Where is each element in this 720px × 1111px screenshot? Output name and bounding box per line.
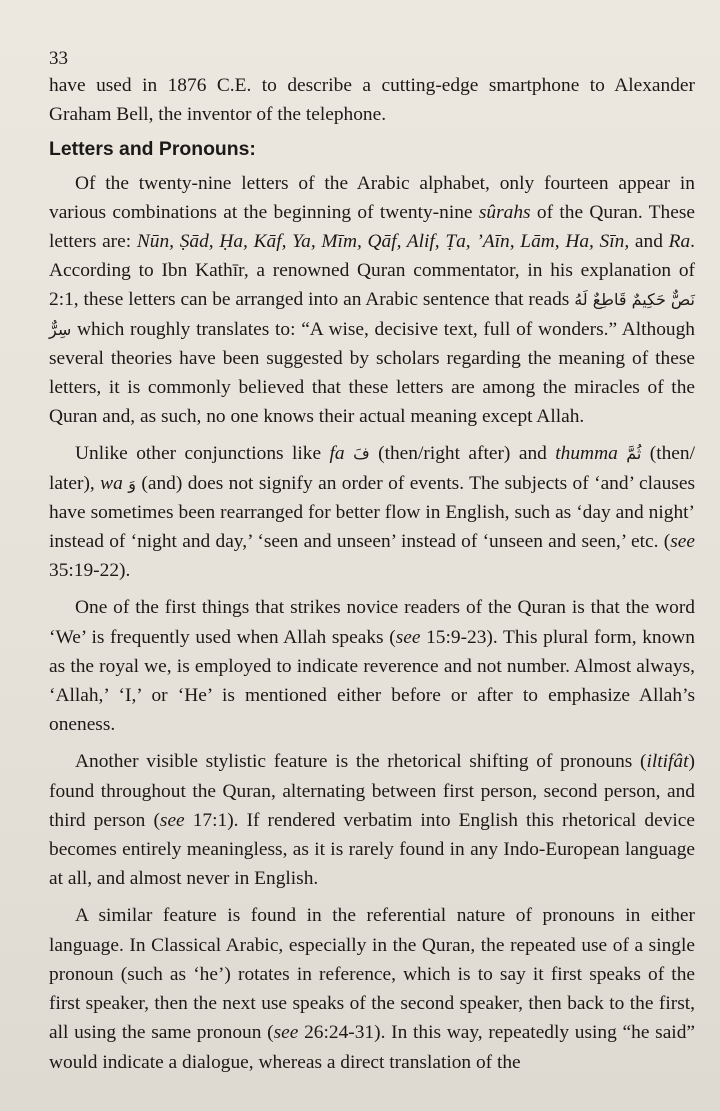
text-segment: (then/ later), [49,443,695,494]
italic-term: sûrahs [478,201,531,223]
text-segment: 17:1). If rendered verbatim into English this rhetorical device becomes entirely meaningless, as it is rarely found in any Indo-European language at all, and almost never in English. [49,809,695,890]
paragraph-referential-pronouns [49,901,695,1076]
paragraph-conjunctions [49,439,695,585]
text-segment: (then/right after) and [369,443,556,465]
text-segment: of the Quran. These letters are: [49,201,695,253]
text-segment: Unlike other conjunctions like [75,443,330,465]
text-segment: One of the first things that strikes novice readers of the Quran is that the word ‘We’ is frequently used when Allah speaks ( [49,597,695,648]
italic-term: see [395,626,421,648]
text-segment: Another visible stylistic feature is the rhetorical shifting of pronouns ( [75,751,647,773]
arabic-word: فَ [353,444,370,464]
paragraph-intro-continued: have used in 1876 C.E. to describe a cutting-edge smartphone to Alexander Graham Bell, the inventor of the telephone. [49,75,695,126]
text-segment: (and) does not signify an order of events. The subjects of ‘and’ clauses have sometimes been rearranged for better flow in English, such as ‘day and night’ instead of ‘night and day,’ ‘seen and unseen’ instead of ‘unseen and seen,’ etc. ( [49,472,695,553]
text-segment: Of the twenty-nine letters of the Arabic alphabet, only fourteen appear in various combinations at the beginning of twenty-nine [49,172,695,223]
paragraph-arabic-letters [49,169,695,432]
text-segment: and [629,231,669,253]
italic-term: see [159,809,185,831]
arabic-phrase: نَصٌّ حَكِيمٌ قَاطِعٌ لَهُ سِرٌّ [49,290,695,339]
italic-term: Ra [668,231,691,253]
italic-term: see [273,1022,299,1044]
text-segment: A similar feature is found in the referential nature of pronouns in either language. In Classical Arabic, especially in the Quran, the repeated use of a single pronoun (such as ‘he’) rotates in reference, which is to say it first speaks of the first speaker, then the next use speaks of the second speaker, then back to the first, all using the same pronoun ( [49,905,695,1044]
arabic-word: وَ [128,473,136,493]
letter-names: Nūn, Ṣād, Ḥa, Kāf, Ya, Mīm, Qāf, Alif, Ṭa, ’Aīn, Lām, Ha, Sīn, [136,231,630,253]
page-content [49,71,695,1077]
page-number: 33 [49,48,68,69]
text-segment: 35:19-22). [49,560,131,582]
section-heading: Letters and Pronouns: [49,138,256,161]
arabic-word: ثُمَّ [626,444,642,464]
italic-term: wa [100,472,123,494]
text-segment: which roughly translates to: “A wise, decisive text, full of wonders.” Although several theories have been suggested by scholars regarding the meaning of these letters, it is commonly believed that these letters are among the miracles of the Quran and, as such, no one knows their actual meaning except Allah. [49,318,695,428]
italic-term: fa [329,443,345,465]
italic-term: see [670,531,695,553]
paragraph-royal-we [49,593,695,739]
text-segment: 26:24-31). In this way, repeatedly using “he said” would indicate a dialogue, whereas a direct translation of the [49,1022,695,1073]
text-segment: . According to Ibn Kathīr, a renowned Quran commentator, in his explanation of 2:1, these letters can be arranged into an Arabic sentence that reads [49,231,695,311]
paragraph-iltifat [49,747,695,893]
italic-term: thumma [555,443,618,465]
text-segment: ) found throughout the Quran, alternating between first person, second person, and third person ( [49,751,695,831]
italic-term: iltifât [646,751,689,773]
text-segment: 15:9-23). This plural form, known as the royal we, is employed to indicate reverence and not number. Almost always, ‘Allah,’ ‘I,’ or ‘He’ is mentioned either before or after to emphasize Allah’s oneness. [49,626,695,736]
